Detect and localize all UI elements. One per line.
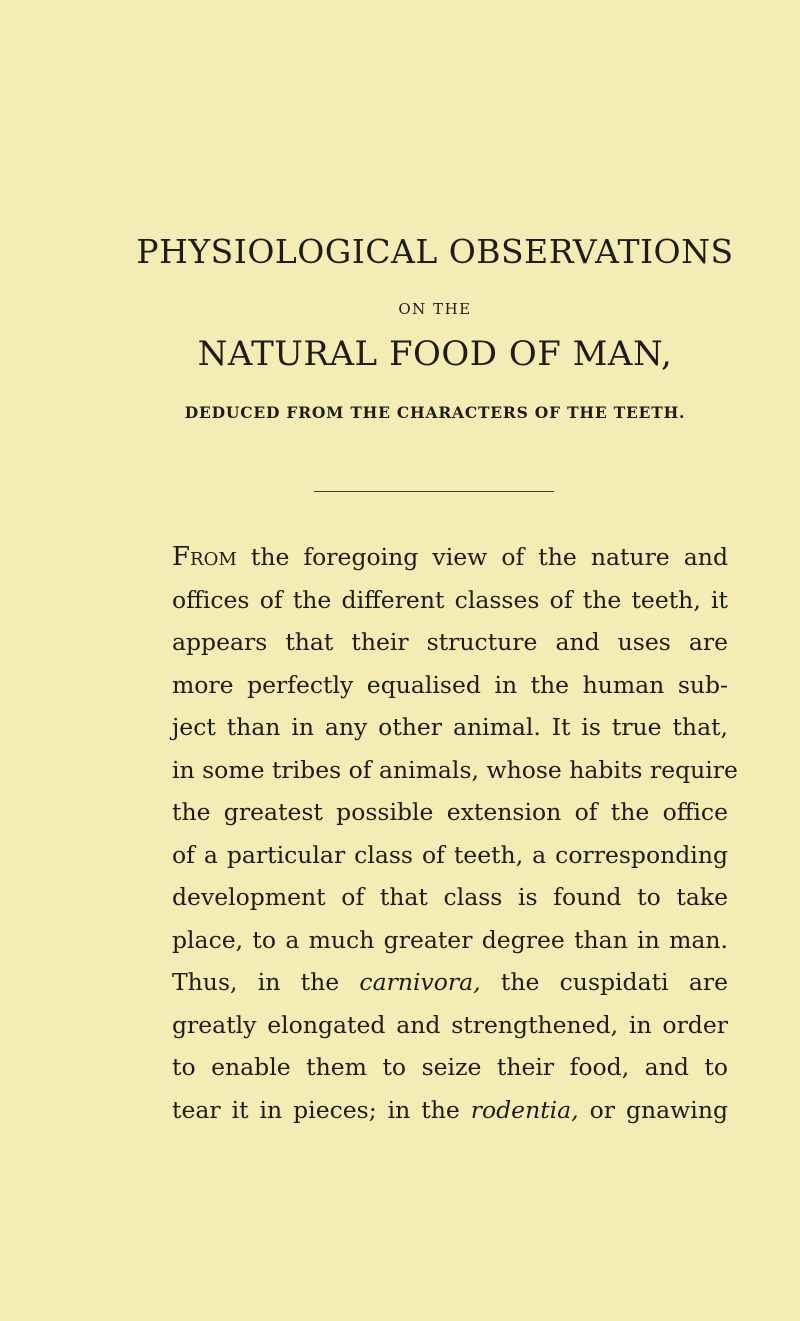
section-divider — [314, 491, 554, 492]
body-line: more perfectly equalised in the human sub- — [172, 670, 728, 699]
italic-term-rodentia: rodentia, — [470, 1095, 579, 1124]
subtitle-deduction: DEDUCED FROM THE CHARACTERS OF THE TEETH. — [184, 403, 686, 422]
page-title: PHYSIOLOGICAL OBSERVATIONS — [136, 232, 734, 271]
body-line — [172, 961, 728, 1004]
body-line: to enable them to seize their food, and to — [172, 1053, 728, 1081]
body-line-text: the foregoing view of the nature and — [236, 543, 728, 571]
body-line — [172, 1089, 728, 1132]
body-line: place, to a much greater degree than in man. — [172, 925, 728, 954]
body-line: greatly elongated and strengthened, in order — [172, 1010, 728, 1039]
lead-word: From — [172, 542, 237, 572]
body-line-text: the cuspidati are — [480, 968, 728, 996]
italic-term-carnivora: carnivora, — [359, 968, 481, 996]
body-line: in some tribes of animals, whose habits require — [172, 755, 738, 784]
title-connector: ON THE — [398, 300, 472, 318]
body-paragraph — [172, 536, 738, 1131]
body-line-text: or gnawing — [578, 1095, 728, 1124]
body-line — [172, 536, 728, 579]
body-line-text: Thus, in the — [172, 968, 360, 996]
body-line: ject than in any other animal. It is true that, — [172, 713, 728, 741]
body-line: of a particular class of teeth, a corresponding — [172, 840, 728, 869]
body-line: the greatest possible extension of the office — [172, 798, 728, 826]
body-line: appears that their structure and uses are — [172, 628, 728, 656]
body-line: offices of the different classes of the teeth, it — [172, 585, 728, 614]
page-subtitle: NATURAL FOOD OF MAN, — [197, 334, 673, 374]
body-line-text: tear it in pieces; in the — [172, 1095, 471, 1124]
body-line: development of that class is found to take — [172, 883, 728, 911]
